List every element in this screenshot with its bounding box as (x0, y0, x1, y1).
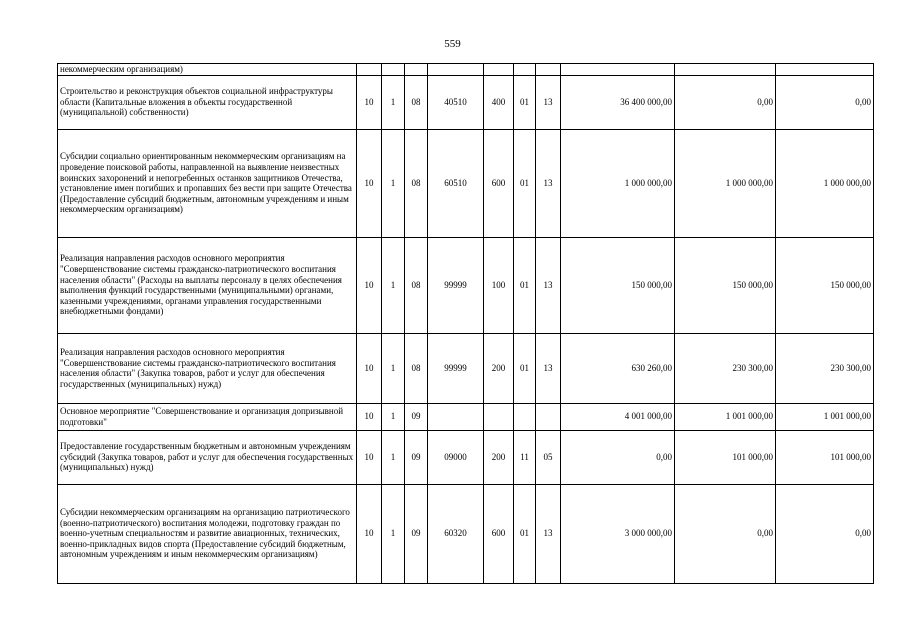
row-c3-cell: 09 (405, 403, 428, 430)
row-c2-cell (382, 64, 405, 76)
row-c2-cell: 1 (382, 403, 405, 430)
row-c2-cell: 1 (382, 75, 405, 129)
row-c6-cell: 01 (514, 129, 536, 237)
row-v3-cell: 150 000,00 (776, 237, 874, 333)
row-c3-cell: 09 (405, 430, 428, 484)
row-description-cell: некоммерческим организациям) (58, 64, 357, 76)
row-c5-cell (484, 64, 514, 76)
row-v1-cell (561, 64, 675, 76)
row-c1-cell: 10 (357, 403, 382, 430)
row-description-cell: Основное мероприятие "Совершенствование и организация допризывной подготовки" (58, 403, 357, 430)
budget-table (57, 63, 874, 584)
row-c5-cell: 200 (484, 333, 514, 403)
row-c1-cell: 10 (357, 129, 382, 237)
row-c3-cell (405, 64, 428, 76)
row-v3-cell: 230 300,00 (776, 333, 874, 403)
row-c1-cell: 10 (357, 430, 382, 484)
row-c2-cell: 1 (382, 430, 405, 484)
row-c4-cell: 60320 (428, 484, 484, 583)
row-v2-cell: 1 001 000,00 (675, 403, 776, 430)
row-c2-cell: 1 (382, 333, 405, 403)
row-c1-cell: 10 (357, 237, 382, 333)
row-v2-cell: 0,00 (675, 484, 776, 583)
row-description-cell: Субсидии некоммерческим организациям на организацию патриотического (военно-патриотического) воспитания молодежи, подготовку граждан по военно-учетным специальностям и развитие авиационных, технических, военно-прикладных видов спорта (Предоставление субсидий бюджетным, автономным учреждениям и иным некоммерческим организациям) (58, 484, 357, 583)
row-v1-cell: 36 400 000,00 (561, 75, 675, 129)
table-row (58, 484, 874, 583)
row-description-cell: Реализация направления расходов основного мероприятия "Совершенствование системы гражданско-патриотического воспитания населения области" (Расходы на выплаты персоналу в целях обеспечения выполнения функций государственными (муниципальными) органами, казенными учреждениями, органами управления государственными внебюджетными фондами) (58, 237, 357, 333)
row-c6-cell (514, 403, 536, 430)
table-row (58, 129, 874, 237)
table-row (58, 403, 874, 430)
row-c7-cell: 13 (536, 333, 561, 403)
row-c2-cell: 1 (382, 237, 405, 333)
table-row (58, 430, 874, 484)
table-row (58, 237, 874, 333)
row-description-cell: Реализация направления расходов основного мероприятия "Совершенствование системы гражданско-патриотического воспитания населения области" (Закупка товаров, работ и услуг для обеспечения государственных (муниципальных) нужд) (58, 333, 357, 403)
row-c4-cell: 99999 (428, 237, 484, 333)
row-c3-cell: 08 (405, 237, 428, 333)
row-c7-cell: 13 (536, 75, 561, 129)
row-c4-cell (428, 64, 484, 76)
row-c5-cell: 600 (484, 129, 514, 237)
row-c5-cell: 100 (484, 237, 514, 333)
row-v2-cell (675, 64, 776, 76)
row-c1-cell: 10 (357, 75, 382, 129)
row-v1-cell: 150 000,00 (561, 237, 675, 333)
row-c7-cell (536, 403, 561, 430)
row-v2-cell: 0,00 (675, 75, 776, 129)
row-v2-cell: 1 000 000,00 (675, 129, 776, 237)
row-v3-cell: 101 000,00 (776, 430, 874, 484)
row-c2-cell: 1 (382, 484, 405, 583)
table-row (58, 333, 874, 403)
row-c6-cell: 01 (514, 333, 536, 403)
row-c1-cell: 10 (357, 484, 382, 583)
row-c3-cell: 09 (405, 484, 428, 583)
table-row (58, 64, 874, 76)
row-v3-cell: 0,00 (776, 75, 874, 129)
row-c4-cell: 40510 (428, 75, 484, 129)
row-c6-cell: 11 (514, 430, 536, 484)
row-c7-cell: 13 (536, 484, 561, 583)
row-c5-cell: 400 (484, 75, 514, 129)
row-c5-cell (484, 403, 514, 430)
row-v3-cell: 1 000 000,00 (776, 129, 874, 237)
row-c6-cell: 01 (514, 484, 536, 583)
row-c2-cell: 1 (382, 129, 405, 237)
row-c6-cell: 01 (514, 75, 536, 129)
row-description-cell: Предоставление государственным бюджетным и автономным учреждениям субсидий (Закупка товаров, работ и услуг для обеспечения государственных (муниципальных) нужд) (58, 430, 357, 484)
row-v3-cell (776, 64, 874, 76)
row-c1-cell (357, 64, 382, 76)
row-c6-cell (514, 64, 536, 76)
row-v1-cell: 1 000 000,00 (561, 129, 675, 237)
row-v3-cell: 0,00 (776, 484, 874, 583)
row-v2-cell: 150 000,00 (675, 237, 776, 333)
row-c7-cell: 13 (536, 129, 561, 237)
row-c4-cell: 09000 (428, 430, 484, 484)
row-v3-cell: 1 001 000,00 (776, 403, 874, 430)
row-c6-cell: 01 (514, 237, 536, 333)
row-c5-cell: 600 (484, 484, 514, 583)
row-c3-cell: 08 (405, 75, 428, 129)
row-v1-cell: 4 001 000,00 (561, 403, 675, 430)
row-c4-cell: 99999 (428, 333, 484, 403)
row-c5-cell: 200 (484, 430, 514, 484)
page-number: 559 (444, 38, 461, 50)
row-c4-cell (428, 403, 484, 430)
row-description-cell: Строительство и реконструкция объектов социальной инфраструктуры области (Капитальные вложения в объекты государственной (муниципальной) собственности) (58, 75, 357, 129)
row-c3-cell: 08 (405, 129, 428, 237)
row-c7-cell: 05 (536, 430, 561, 484)
row-v1-cell: 3 000 000,00 (561, 484, 675, 583)
row-v1-cell: 630 260,00 (561, 333, 675, 403)
row-c1-cell: 10 (357, 333, 382, 403)
row-c3-cell: 08 (405, 333, 428, 403)
row-v2-cell: 230 300,00 (675, 333, 776, 403)
row-v2-cell: 101 000,00 (675, 430, 776, 484)
row-c4-cell: 60510 (428, 129, 484, 237)
row-c7-cell (536, 64, 561, 76)
row-c7-cell: 13 (536, 237, 561, 333)
row-v1-cell: 0,00 (561, 430, 675, 484)
row-description-cell: Субсидии социально ориентированным некоммерческим организациям на проведение поисковой работы, направленной на выявление неизвестных воинских захоронений и непогребенных останков защитников Отечества, установление имен погибших и пропавших без вести при защите Отечества (Предоставление субсидий бюджетным, автономным учреждениям и иным некоммерческим организациям) (58, 129, 357, 237)
table-row (58, 75, 874, 129)
